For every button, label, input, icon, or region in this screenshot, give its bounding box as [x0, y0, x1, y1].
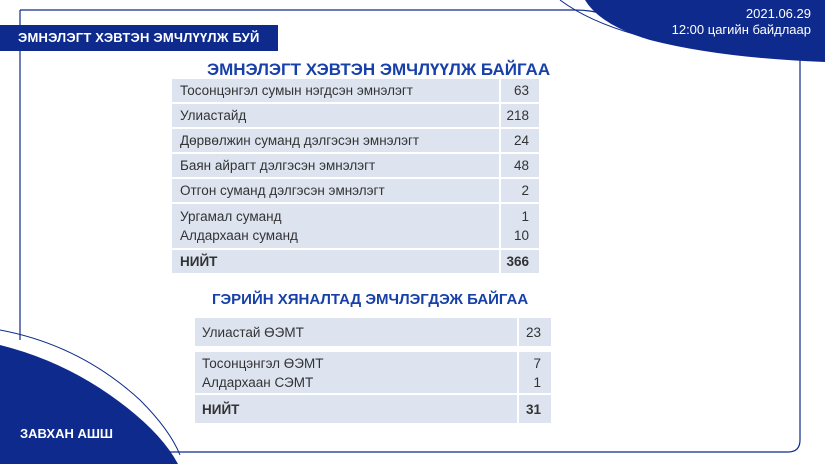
table-row [172, 179, 539, 204]
row-value: 63 [499, 79, 539, 104]
total-label: НИЙТ [172, 250, 499, 275]
row-name: Отгон суманд дэлгэсэн эмнэлэгт [172, 179, 499, 204]
table-row [195, 318, 551, 348]
row-name: Тосонцэнгэл сумын нэгдсэн эмнэлэгт [172, 79, 499, 104]
date-block [672, 6, 811, 38]
table-row [172, 79, 539, 104]
row-name: Улиастайд [172, 104, 499, 129]
row-name: Баян айрагт дэлгэсэн эмнэлэгт [172, 154, 499, 179]
total-value: 366 [499, 250, 539, 275]
total-label: НИЙТ [195, 395, 517, 425]
row-value-group [517, 352, 551, 395]
row-value: 7 [533, 355, 541, 371]
table-row [195, 352, 551, 395]
organization-name: ЗАВХАН АШШ [20, 426, 113, 441]
row-name: Алдархаан суманд [180, 228, 298, 243]
table-row [172, 104, 539, 129]
row-value: 218 [499, 104, 539, 129]
row-value: 24 [499, 129, 539, 154]
row-value: 1 [533, 374, 541, 390]
row-name-group [172, 204, 499, 250]
table-row [172, 204, 539, 250]
home-section-title: ГЭРИЙН ХЯНАЛТАД ЭМЧЛЭГДЭЖ БАЙГАА [212, 291, 529, 308]
home-care-table [195, 318, 551, 425]
total-row [195, 395, 551, 425]
table-row [172, 154, 539, 179]
row-value: 23 [517, 318, 551, 348]
slide-banner-title: ЭМНЭЛЭГТ ХЭВТЭН ЭМЧЛҮҮЛЖ БУЙ [0, 25, 278, 51]
row-name: Улиастай ӨЭМТ [195, 318, 517, 348]
row-value: 10 [513, 228, 529, 243]
row-value: 1 [521, 209, 529, 224]
row-name: Ургамал суманд [180, 209, 282, 224]
hospital-table [172, 79, 539, 275]
report-date: 2021.06.29 [745, 6, 811, 21]
row-name: Тосонцэнгэл ӨЭМТ [202, 355, 324, 371]
row-name: Дөрвөлжин суманд дэлгэсэн эмнэлэгт [172, 129, 499, 154]
table-row [172, 129, 539, 154]
report-time-note: 12:00 цагийн байдлаар [671, 22, 811, 37]
row-value: 48 [499, 154, 539, 179]
row-value-group [499, 204, 539, 250]
hospital-section-title: ЭМНЭЛЭГТ ХЭВТЭН ЭМЧЛҮҮЛЖ БАЙГАА [207, 60, 551, 79]
row-value: 2 [499, 179, 539, 204]
total-row [172, 250, 539, 275]
total-value: 31 [517, 395, 551, 425]
row-name-group [195, 352, 517, 395]
row-name: Алдархаан СЭМТ [202, 374, 314, 390]
